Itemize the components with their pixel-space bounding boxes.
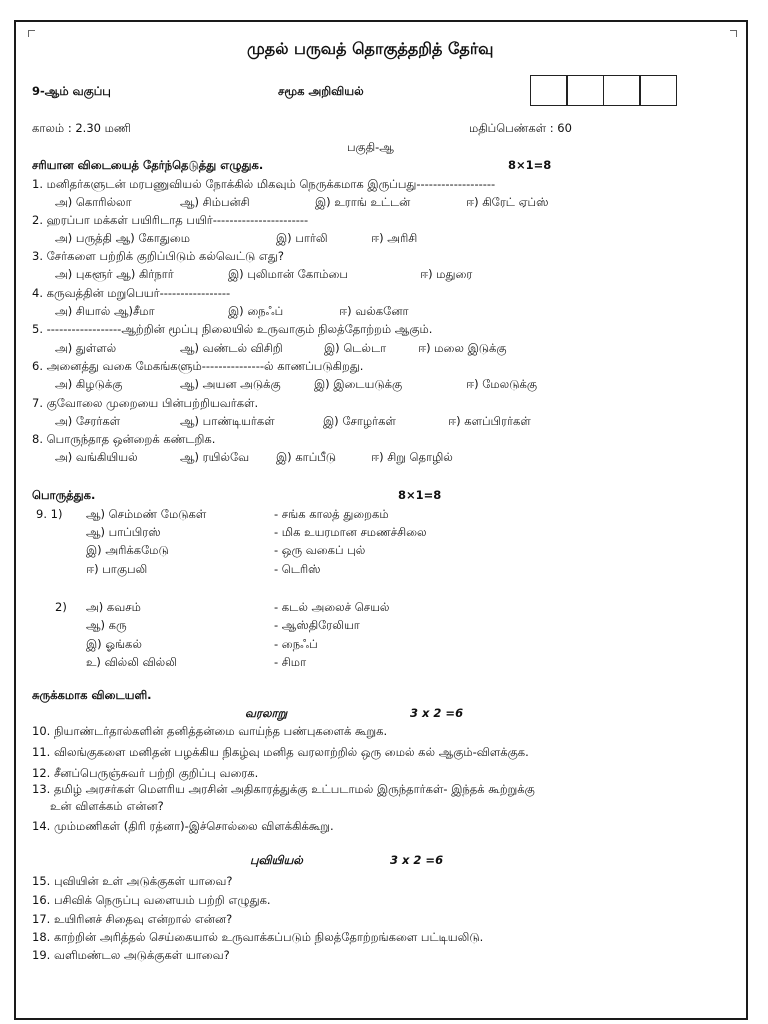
question-10: 10. நியாண்டர்தால்களின் தனித்தன்மை வாய்ந்த பண்புகளைக் கூறுக. <box>32 724 388 738</box>
class-label: 9-ஆம் வகுப்பு <box>32 84 111 98</box>
history-label: வரலாறு <box>245 706 288 720</box>
question-4: 4. கருவத்தின் மறுபெயர்----------------- <box>32 286 231 300</box>
option: இ) பார்லி <box>276 231 328 245</box>
question-5: 5. ------------------ஆற்றின் மூப்பு நிலையில் உருவாகும் நிலத்தோற்றம் ஆகும். <box>32 322 433 336</box>
option: இ) உராங் உட்டன் <box>315 195 411 209</box>
mcq-heading: சரியான விடையைத் தேர்ந்தெடுத்து எழுதுக. <box>32 158 264 172</box>
question-9: 9. 1) <box>36 507 63 521</box>
option: ஈ) களப்பிரர்கள் <box>448 414 531 428</box>
option: ஈ) மதுரை <box>420 267 473 281</box>
option: ஈ) வல்கனோ <box>339 304 409 318</box>
question-2: 2. ஹரப்பா மக்கள் பயிரிடாத பயிர்----------------------- <box>32 213 309 227</box>
register-box <box>566 75 604 106</box>
match-set-2-number: 2) <box>55 600 67 614</box>
match-left-item: உ) வில்லி வில்லி <box>86 655 177 669</box>
match-right-item: - ஆஸ்திரேலியா <box>274 618 360 632</box>
register-box <box>603 75 641 106</box>
option: ஆ) வண்டல் விசிறி <box>180 341 283 355</box>
question-1: 1. மனிதர்களுடன் மரபணுவியல் நோக்கில் மிகவும் நெருக்கமாக இருப்பது------------------- <box>32 177 496 191</box>
match-left-item: ஆ) செம்மண் மேடுகள் <box>86 507 207 521</box>
mcq-score: 8×1=8 <box>508 158 552 172</box>
option: அ) சேரர்கள் <box>55 414 121 428</box>
match-right-item: - மிக உயரமான சமணச்சிலை <box>274 525 427 539</box>
match-score: 8×1=8 <box>398 488 442 502</box>
question-14: 14. மும்மணிகள் (திரி ரத்னா)-இச்சொல்லை விளக்கிக்கூறு. <box>32 819 334 833</box>
match-left-item: ஈ) பாகுபலி <box>86 562 148 576</box>
option: அ) துள்ளல் <box>55 341 117 355</box>
question-7: 7. குவோலை முறையை பின்பற்றியவர்கள். <box>32 396 259 410</box>
option: அ) கொரில்லா <box>55 195 132 209</box>
register-number-boxes <box>531 75 677 106</box>
question-12: 12. சீனப்பெருஞ்சுவர் பற்றி குறிப்பு வரைக. <box>32 766 259 780</box>
option: ஆ) பாண்டியர்கள் <box>180 414 275 428</box>
option: ஈ) அரிசி <box>371 231 418 245</box>
option: இ) இடையடுக்கு <box>314 377 403 391</box>
option: ஈ) கிரேட் ஏப்ஸ் <box>466 195 549 209</box>
history-score: 3 x 2 =6 <box>410 706 464 720</box>
option: அ) வங்கியியல் <box>55 450 138 464</box>
option: இ) சோழர்கள் <box>323 414 396 428</box>
question-16: 16. பசிவிக் நெருப்பு வளையம் பற்றி எழுதுக. <box>32 893 271 907</box>
option: ஆ) ரயில்வே <box>180 450 250 464</box>
option: இ) டெல்டா <box>324 341 387 355</box>
option: ஆ) அயன அடுக்கு <box>180 377 281 391</box>
match-right-item: - கடல் அலைச் செயல் <box>274 600 390 614</box>
match-heading: பொருத்துக. <box>32 488 96 502</box>
match-left-item: இ) ஓங்கல் <box>86 637 142 651</box>
option: அ) கிழடுக்கு <box>55 377 123 391</box>
part-label: பகுதி-ஆ <box>347 140 394 154</box>
option: இ) நைஃப் <box>228 304 284 318</box>
register-box <box>530 75 568 106</box>
question-3: 3. சேர்களை பற்றிக் குறிப்பிடும் கல்வெட்டு எது? <box>32 249 284 263</box>
option: ஈ) சிறு தொழில் <box>371 450 453 464</box>
option: ஈ) மேலடுக்கு <box>466 377 537 391</box>
marks-label: மதிப்பெண்கள் : 60 <box>469 121 572 135</box>
option: அ) புகளூர் ஆ) கிர்நார் <box>55 267 174 281</box>
match-right-item: - ஒரு வகைப் புல் <box>274 543 366 557</box>
time-label: காலம் : 2.30 மணி <box>32 121 131 135</box>
question-17: 17. உயிரினச் சிதைவு என்றால் என்ன? <box>32 912 233 926</box>
match-left-item: அ) கவசம் <box>86 600 141 614</box>
match-right-item: - நைஃப் <box>274 637 318 651</box>
match-left-item: ஆ) கரு <box>86 618 127 632</box>
option: அ) பருத்தி ஆ) கோதுமை <box>55 231 191 245</box>
question-11: 11. விலங்குகளை மனிதன் பழக்கிய நிகழ்வு மனித வரலாற்றில் ஒரு மைல் கல் ஆகும்-விளக்குக. <box>32 745 529 759</box>
geography-label: புவியியல் <box>250 853 303 867</box>
question-13-continued: உன் விளக்கம் என்ன? <box>50 799 164 813</box>
question-18: 18. காற்றின் அரித்தல் செய்கையால் உருவாக்கப்படும் நிலத்தோற்றங்களை பட்டியலிடு. <box>32 930 484 944</box>
register-box <box>639 75 677 106</box>
crop-mark <box>730 30 737 37</box>
question-6: 6. அனைத்து வகை மேகங்களும்---------------ல் காணப்படுகிறது. <box>32 359 364 373</box>
match-left-item: ஆ) பாப்பிரஸ் <box>86 525 161 539</box>
option: ஆ) சிம்பன்சி <box>180 195 250 209</box>
option: இ) காப்பீடு <box>276 450 337 464</box>
match-left-item: இ) அரிக்கமேடு <box>86 543 169 557</box>
question-19: 19. வளிமண்டல அடுக்குகள் யாவை? <box>32 948 230 962</box>
crop-mark <box>28 30 35 37</box>
option: இ) புலிமான் கோம்பை <box>228 267 348 281</box>
question-8: 8. பொருந்தாத ஒன்றைக் கண்டறிக. <box>32 432 216 446</box>
subject-label: சமூக அறிவியல் <box>278 84 364 98</box>
geography-score: 3 x 2 =6 <box>390 853 444 867</box>
match-right-item: - சிமா <box>274 655 307 669</box>
option: ஈ) மலை இடுக்கு <box>418 341 507 355</box>
question-13: 13. தமிழ் அரசர்கள் மௌரிய அரசின் அதிகாரத்துக்கு உட்படாமல் இருந்தார்கள்- இந்தக் கூற்றுக்கு <box>32 782 535 796</box>
question-15: 15. புவியின் உள் அடுக்குகள் யாவை? <box>32 874 233 888</box>
short-answer-heading: சுருக்கமாக விடையளி. <box>32 688 152 702</box>
option: அ) சியால் ஆ)சீமா <box>55 304 155 318</box>
match-right-item: - சங்க காலத் துறைகம் <box>274 507 389 521</box>
exam-title: முதல் பருவத் தொகுத்தறித் தேர்வு <box>247 39 494 58</box>
match-right-item: - டெரிஸ் <box>274 562 321 576</box>
